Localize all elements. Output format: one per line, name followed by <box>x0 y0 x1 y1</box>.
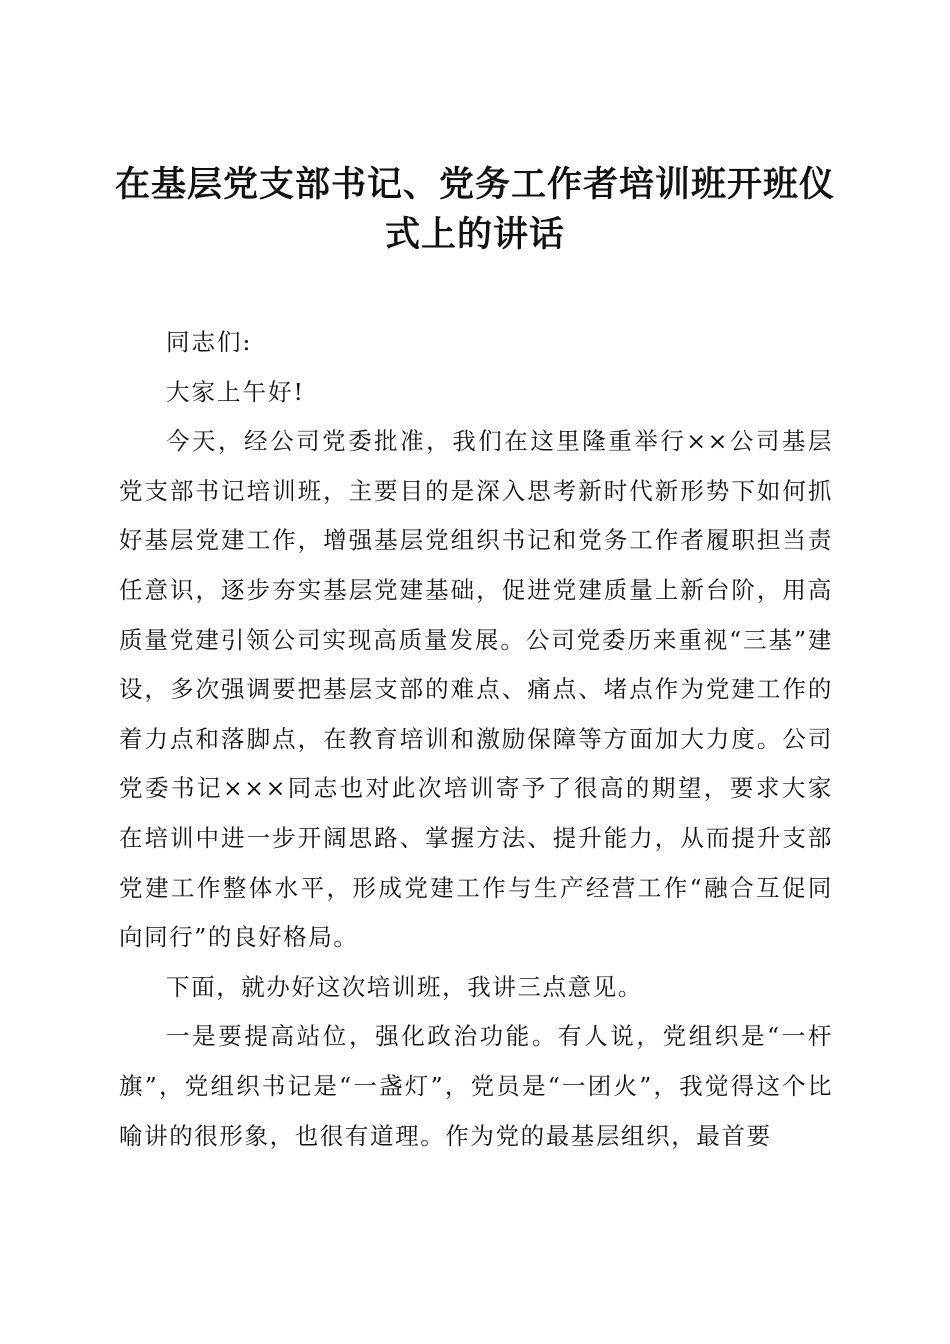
paragraph: 今天，经公司党委批准，我们在这里隆重举行××公司基层党支部书记培训班，主要目的是深入思考新时代新形势下如何抓好基层党建工作，增强基层党组织书记和党务工作者履职担当责任意识，逐步夯实基层党建基础，促进党建质量上新台阶，用高质量党建引领公司实现高质量发展。公司党委历来重视“三基”建设，多次强调要把基层支部的难点、痛点、堵点作为党建工作的着力点和落脚点，在教育培训和激励保障等方面加大力度。公司党委书记×××同志也对此次培训寄予了很高的期望，要求大家在培训中进一步开阔思路、掌握方法、提升能力，从而提升支部党建工作整体水平，形成党建工作与生产经营工作“融合互促同向同行”的良好格局。 <box>119 427 833 952</box>
paragraph: 下面，就办好这次培训班，我讲三点意见。 <box>166 972 643 1001</box>
greeting: 大家上午好! <box>166 377 305 406</box>
document-title: 在基层党支部书记、党务工作者培训班开班仪式上的讲话 <box>115 164 836 255</box>
salutation: 同志们: <box>166 328 253 356</box>
paragraph: 一是要提高站位，强化政治功能。有人说，党组织是“一杆旗”，党组织书记是“一盏灯”，党员是“一团火”，我觉得这个比喻讲的很形象，也很有道理。作为党的最基层组织，最首要 <box>119 1022 833 1150</box>
document-body <box>119 318 833 1161</box>
